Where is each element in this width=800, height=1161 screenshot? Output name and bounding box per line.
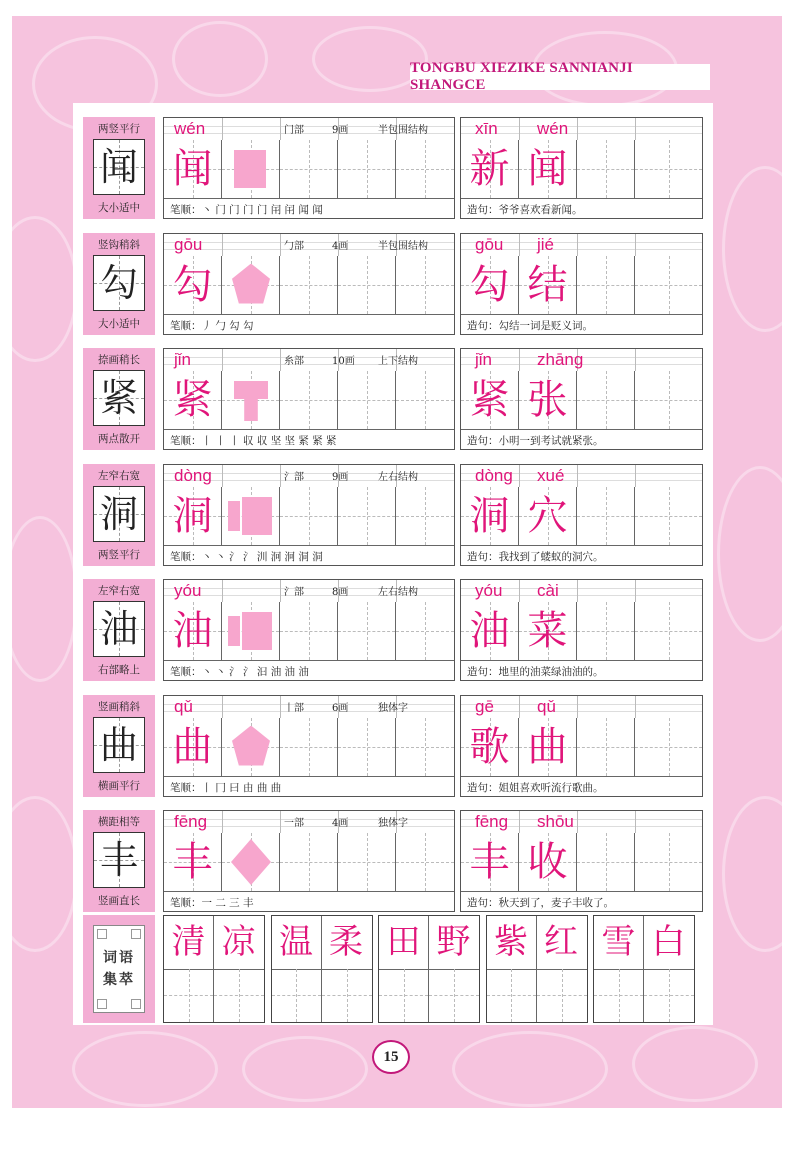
word-character: 油 — [469, 608, 510, 654]
stroke-order: 笔顺：丨 丨 丨 収 収 坚 坚 紧 紧 紧 — [170, 435, 337, 447]
word-cell[interactable] — [635, 487, 702, 545]
model-character: 勾 — [99, 260, 138, 305]
word-grid — [460, 810, 703, 912]
model-character-box — [93, 255, 145, 311]
stroke-count: 9画 — [332, 471, 349, 483]
tip-bottom: 大小适中 — [98, 202, 140, 214]
model-character-box — [93, 717, 145, 773]
vocab-label-line2: 集萃 — [103, 972, 135, 988]
word-pinyin: gōu — [475, 234, 504, 254]
word-pinyin: qǔ — [537, 696, 556, 716]
stroke-count: 6画 — [332, 702, 349, 714]
word-cell[interactable] — [461, 256, 519, 314]
model-character: 油 — [99, 607, 138, 651]
model-character-box — [93, 832, 145, 888]
word-character: 勾 — [469, 261, 510, 308]
writing-cell[interactable] — [280, 833, 338, 891]
example-sentence: 造句：我找到了蝼蚁的洞穴。 — [467, 550, 604, 563]
word-cell[interactable] — [635, 371, 702, 429]
writing-cell[interactable] — [338, 140, 396, 198]
stroke-count: 4画 — [332, 818, 349, 829]
word-cell[interactable] — [577, 602, 635, 660]
word-cell[interactable] — [519, 256, 577, 314]
word-cell[interactable] — [519, 140, 577, 198]
vocab-cell[interactable] — [214, 916, 264, 1022]
pinyin: qǔ — [174, 696, 193, 716]
word-pinyin: jié — [537, 234, 555, 254]
trace-character: 曲 — [172, 723, 213, 770]
writing-cell[interactable] — [396, 487, 454, 545]
example-sentence: 造句：秋天到了，麦子丰收了。 — [467, 897, 614, 909]
word-grid — [460, 579, 703, 681]
trace-character: 闻 — [172, 146, 213, 192]
writing-cell[interactable] — [222, 718, 280, 776]
tip-column — [83, 117, 155, 219]
vocab-character: 红 — [544, 922, 578, 962]
practice-grid — [163, 579, 455, 681]
word-cell[interactable] — [461, 718, 519, 776]
word-grid — [460, 464, 703, 566]
structure: 独体字 — [378, 702, 408, 714]
page-number: 15 — [372, 1040, 410, 1074]
word-cell[interactable] — [577, 371, 635, 429]
vocab-cell[interactable] — [537, 916, 587, 1022]
tip-column — [83, 464, 155, 566]
vocab-character: 清 — [171, 922, 206, 962]
character-row — [83, 810, 703, 912]
example-sentence: 造句：地里的油菜绿油油的。 — [467, 666, 604, 678]
pinyin: yóu — [174, 581, 202, 600]
example-sentence: 造句：爷爷喜欢看新闻。 — [467, 204, 583, 216]
writing-cell[interactable] — [164, 256, 222, 314]
model-character-box — [93, 370, 145, 426]
word-character: 收 — [527, 839, 568, 885]
word-cell[interactable] — [461, 833, 519, 891]
tip-top: 横距相等 — [98, 816, 140, 828]
model-character: 洞 — [99, 491, 138, 536]
structure: 独体字 — [378, 818, 408, 829]
practice-grid — [163, 464, 455, 566]
pinyin: dòng — [174, 465, 212, 485]
writing-cell[interactable] — [338, 256, 396, 314]
structure: 半包围结构 — [378, 125, 428, 136]
word-cell[interactable] — [519, 833, 577, 891]
model-character-box — [93, 601, 145, 657]
stroke-order: 笔顺：丶 丶 氵 氵 汌 泂 泂 洞 洞 — [170, 550, 323, 563]
word-cell[interactable] — [461, 487, 519, 545]
model-character: 曲 — [99, 722, 138, 767]
trace-character: 紧 — [172, 377, 213, 423]
character-row — [83, 579, 703, 681]
vocab-character: 凉 — [221, 922, 256, 962]
trace-character: 丰 — [172, 839, 213, 885]
writing-cell[interactable] — [338, 833, 396, 891]
tip-bottom: 横画平行 — [98, 779, 140, 792]
word-grid — [460, 348, 703, 450]
writing-cell[interactable] — [280, 602, 338, 660]
word-cell[interactable] — [635, 256, 702, 314]
word-cell[interactable] — [461, 602, 519, 660]
tip-bottom: 竖画直长 — [98, 895, 140, 907]
word-cell[interactable] — [635, 833, 702, 891]
word-character: 新 — [469, 146, 510, 192]
writing-cell[interactable] — [164, 718, 222, 776]
word-character: 闻 — [527, 146, 568, 192]
word-cell[interactable] — [577, 256, 635, 314]
practice-grid — [163, 233, 455, 335]
word-pinyin: xué — [537, 465, 565, 485]
content-panel — [73, 103, 713, 1025]
character-row — [83, 233, 703, 335]
stroke-order: 笔顺：丶 门 门 门 门 闬 闬 闻 闻 — [170, 204, 323, 216]
pinyin: fēng — [174, 812, 208, 831]
vocab-character: 温 — [279, 922, 313, 962]
word-cell[interactable] — [635, 718, 702, 776]
example-sentence: 造句：小明一到考试就紧张。 — [467, 435, 604, 447]
tip-top: 两竖平行 — [98, 123, 140, 135]
word-character: 穴 — [527, 492, 568, 539]
practice-grid — [163, 117, 455, 219]
model-character-box — [93, 139, 145, 195]
word-cell[interactable] — [577, 718, 635, 776]
model-character: 闻 — [99, 145, 138, 189]
pinyin: wén — [174, 119, 206, 138]
writing-cell[interactable] — [280, 718, 338, 776]
word-cell[interactable] — [577, 140, 635, 198]
model-character: 紧 — [99, 376, 138, 420]
stroke-count: 10画 — [332, 356, 355, 367]
writing-cell[interactable] — [338, 718, 396, 776]
writing-cell[interactable] — [164, 833, 222, 891]
writing-cell[interactable] — [396, 602, 454, 660]
stroke-order: 笔顺：丨 冂 曰 由 曲 曲 — [170, 781, 282, 794]
vocab-word — [593, 915, 695, 1023]
word-cell[interactable] — [519, 487, 577, 545]
writing-cell[interactable] — [396, 371, 454, 429]
word-character: 菜 — [527, 608, 568, 654]
tip-bottom: 两竖平行 — [98, 548, 140, 561]
word-cell[interactable] — [635, 602, 702, 660]
model-character: 丰 — [99, 838, 138, 882]
word-pinyin: wén — [537, 119, 569, 138]
stroke-order: 笔顺：一 二 三 丰 — [170, 897, 254, 909]
tip-top: 竖画稍斜 — [98, 700, 140, 713]
tip-column — [83, 579, 155, 681]
writing-cell[interactable] — [222, 602, 280, 660]
radical: 门部 — [284, 125, 304, 136]
tip-top: 竖钩稍斜 — [98, 238, 140, 251]
tip-column — [83, 810, 155, 912]
trace-character: 洞 — [172, 492, 213, 539]
tip-column — [83, 695, 155, 797]
word-cell[interactable] — [461, 140, 519, 198]
tip-bottom: 两点散开 — [98, 433, 140, 445]
radical: 丨部 — [284, 702, 304, 714]
structure: 半包围结构 — [378, 240, 428, 252]
pinyin: jǐn — [174, 350, 192, 369]
writing-cell[interactable] — [338, 602, 396, 660]
trace-character: 勾 — [172, 261, 213, 308]
model-character-box — [93, 486, 145, 542]
structure: 上下结构 — [378, 356, 418, 367]
character-row — [83, 464, 703, 566]
writing-cell[interactable] — [396, 718, 454, 776]
stroke-order: 笔顺：丶 丶 氵 氵 汩 油 油 油 — [170, 666, 309, 678]
writing-cell[interactable] — [222, 371, 280, 429]
word-cell[interactable] — [635, 140, 702, 198]
practice-grid — [163, 810, 455, 912]
structure: 左右结构 — [378, 587, 418, 598]
tip-top: 捺画稍长 — [98, 354, 140, 366]
radical: 氵部 — [284, 471, 304, 483]
radical: 勹部 — [284, 240, 304, 252]
word-pinyin: fēng — [475, 812, 509, 831]
writing-cell[interactable] — [396, 833, 454, 891]
tip-top: 左窄右宽 — [98, 585, 140, 597]
vocab-word — [486, 915, 588, 1023]
vocab-label-column — [83, 915, 155, 1023]
header-title: TONGBU XIEZIKE SANNIANJI SHANGCE — [410, 64, 710, 90]
word-pinyin: shōu — [537, 812, 574, 831]
writing-cell[interactable] — [396, 140, 454, 198]
vocab-label — [93, 925, 145, 1013]
word-pinyin: xīn — [475, 119, 498, 138]
word-cell[interactable] — [461, 371, 519, 429]
word-character: 紧 — [469, 377, 510, 423]
word-cell[interactable] — [519, 371, 577, 429]
tip-bottom: 大小适中 — [98, 317, 140, 330]
character-row — [83, 348, 703, 450]
vocab-character: 野 — [436, 922, 471, 962]
writing-cell[interactable] — [222, 140, 280, 198]
vocab-word — [271, 915, 373, 1023]
writing-cell[interactable] — [338, 487, 396, 545]
vocab-cell[interactable] — [487, 916, 537, 1022]
word-cell[interactable] — [519, 602, 577, 660]
pinyin: gōu — [174, 234, 203, 254]
example-sentence: 造句：姐姐喜欢听流行歌曲。 — [467, 781, 604, 794]
character-row — [83, 695, 703, 797]
vocab-cell[interactable] — [644, 916, 694, 1022]
vocab-character: 柔 — [329, 922, 363, 962]
stroke-count: 9画 — [332, 125, 349, 136]
word-character: 结 — [527, 261, 568, 308]
tip-top: 左窄右宽 — [98, 469, 140, 482]
vocab-word — [378, 915, 480, 1023]
writing-cell[interactable] — [280, 256, 338, 314]
word-pinyin: jǐn — [475, 350, 493, 369]
practice-grid — [163, 348, 455, 450]
word-cell[interactable] — [577, 487, 635, 545]
word-grid — [460, 117, 703, 219]
word-grid — [460, 695, 703, 797]
tip-bottom: 右部略上 — [98, 664, 140, 676]
vocab-cell[interactable] — [429, 916, 479, 1022]
example-sentence: 造句：勾结一词是贬义词。 — [467, 319, 593, 332]
word-character: 丰 — [469, 839, 510, 885]
word-pinyin: cài — [537, 581, 559, 600]
stroke-order: 笔顺：丿 勹 勾 勾 — [170, 319, 254, 332]
vocab-word — [163, 915, 265, 1023]
writing-cell[interactable] — [222, 833, 280, 891]
vocab-cell[interactable] — [272, 916, 322, 1022]
word-pinyin: gē — [475, 696, 494, 716]
writing-cell[interactable] — [164, 487, 222, 545]
word-pinyin: dòng — [475, 465, 513, 485]
writing-cell[interactable] — [280, 487, 338, 545]
writing-cell[interactable] — [338, 371, 396, 429]
writing-cell[interactable] — [222, 256, 280, 314]
writing-cell[interactable] — [280, 371, 338, 429]
radical: 氵部 — [284, 587, 304, 598]
vocab-character: 紫 — [494, 922, 528, 962]
word-pinyin: yóu — [475, 581, 503, 600]
writing-cell[interactable] — [164, 140, 222, 198]
vocab-character: 雪 — [601, 922, 636, 962]
character-row — [83, 117, 703, 219]
word-cell[interactable] — [577, 833, 635, 891]
stroke-count: 8画 — [332, 587, 349, 598]
word-pinyin: zhāng — [537, 350, 584, 369]
word-cell[interactable] — [519, 718, 577, 776]
radical: 糸部 — [284, 356, 304, 367]
writing-cell[interactable] — [164, 371, 222, 429]
practice-grid — [163, 695, 455, 797]
structure: 左右结构 — [378, 471, 418, 483]
word-grid — [460, 233, 703, 335]
word-character: 曲 — [527, 723, 568, 770]
stroke-count: 4画 — [332, 240, 349, 252]
vocab-cell[interactable] — [379, 916, 429, 1022]
vocab-label-line1: 词语 — [103, 950, 135, 966]
word-character: 洞 — [469, 492, 510, 539]
writing-cell[interactable] — [164, 602, 222, 660]
writing-cell[interactable] — [280, 140, 338, 198]
vocab-cell[interactable] — [322, 916, 372, 1022]
vocab-cell[interactable] — [164, 916, 214, 1022]
vocab-character: 白 — [651, 922, 686, 962]
tip-column — [83, 348, 155, 450]
writing-cell[interactable] — [396, 256, 454, 314]
word-character: 歌 — [469, 723, 510, 770]
vocab-character: 田 — [386, 922, 421, 962]
radical: 一部 — [284, 818, 304, 829]
writing-cell[interactable] — [222, 487, 280, 545]
trace-character: 油 — [172, 608, 213, 654]
word-character: 张 — [527, 377, 568, 423]
tip-column — [83, 233, 155, 335]
vocab-cell[interactable] — [594, 916, 644, 1022]
